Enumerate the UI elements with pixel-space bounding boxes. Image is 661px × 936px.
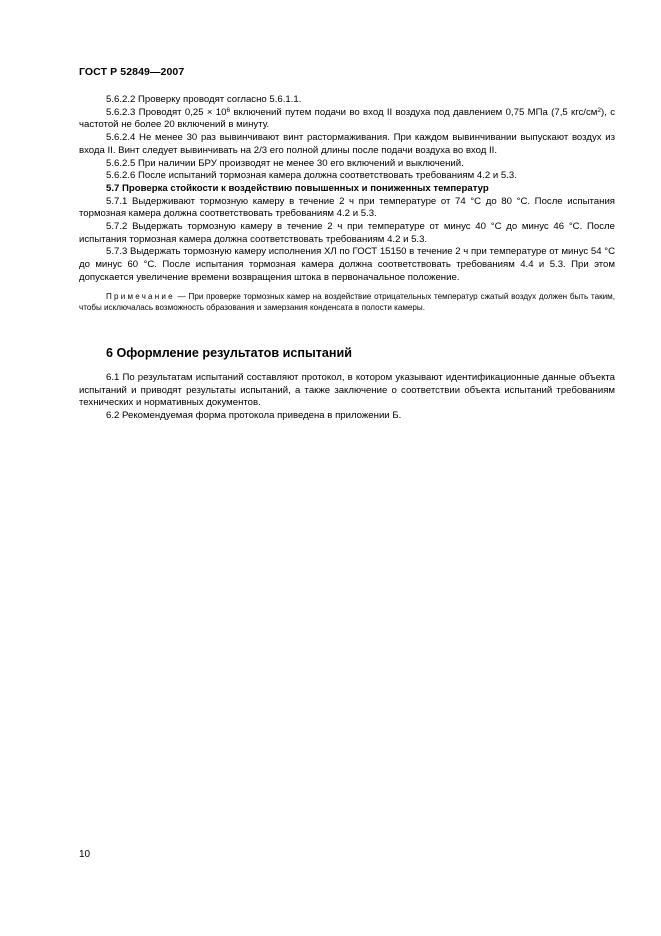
section-6-title: 6 Оформление результатов испытаний <box>106 346 352 360</box>
paragraph-5-6-2-6: 5.6.2.6 После испытаний тормозная камера должна соответствовать требованиям 4.2 и 5.3. <box>106 170 517 182</box>
paragraph-5-6-2-4: 5.6.2.4 Не менее 30 раз вывинчивают винт растормаживания. При каждом вывинчивании выпускают воздух из входа II. Винт следует вывинчивать на 2/3 его полной длины после подачи воздуха во вход II. <box>79 132 615 156</box>
document-code-header: ГОСТ Р 52849—2007 <box>79 66 185 78</box>
p-text-after: ), с частотой не более 20 включений в минуту. <box>79 106 615 131</box>
paragraph-5-6-2-5: 5.6.2.5 При наличии БРУ производят не менее 30 его включений и выключений. <box>106 157 464 169</box>
p-text-before: 5.6.2.3 Проводят 0,25 × 10 <box>106 106 227 118</box>
note-label: Примечание <box>106 291 175 301</box>
superscript-6: 6 <box>226 106 231 114</box>
page-number: 10 <box>79 849 91 860</box>
paragraph-6-2: 6.2 Рекомендуемая форма протокола приведена в приложении Б. <box>106 410 402 422</box>
paragraph-5-7-2: 5.7.2 Выдержать тормозную камеру в течение 2 ч при температуре от минус 40 °С до минус 46 °С. После испытания тормозная камера должна соответствовать требованиям 4.2 и 5.3. <box>79 221 615 245</box>
section-5-text <box>79 94 615 313</box>
paragraph-5-7-1: 5.7.1 Выдерживают тормозную камеру в течение 2 ч при температуре от 74 °С до 80 °С. После испытания тормозная камера должна соответствовать требованиям 4.2 и 5.3. <box>79 195 615 220</box>
subsection-5-7-title: 5.7 Проверка стойкости к воздействию повышенных и пониженных температур <box>106 182 489 194</box>
p-text-mid: включений путем подачи во вход II воздуха под давлением 0,75 МПа (7,5 кгс/см <box>230 106 598 118</box>
paragraph-5-6-2-2: 5.6.2.2 Проверку проводят согласно 5.6.1.1. <box>106 94 302 105</box>
paragraph-5-7-3: 5.7.3 Выдержать тормозную камеру исполнения ХЛ по ГОСТ 15150 в течение 2 ч при температуре от минус 54 °С до минус 60 °С. После испытания тормозная камера должна соответствовать требованиям 4.4 и 5.3. При этом допускается увеличение времени возвращения штока в первоначальное положение. <box>79 246 615 283</box>
superscript-2: 2 <box>597 106 601 114</box>
paragraph-6-1: 6.1 По результатам испытаний составляют протокол, в котором указывают идентификационные данные объекта испытаний и приводят результаты испытаний, а также заключение о соответствии объекта испытаний требованиям технических и нормативных документов. <box>79 372 615 409</box>
paragraph-5-6-2-3 <box>79 107 615 132</box>
section-6-text <box>79 372 615 423</box>
note <box>79 291 615 313</box>
note-text: — При проверке тормозных камер на воздействие отрицательных температур сжатый воздух должен быть таким, чтобы исключалась возможность образования и замерзания конденсата в полости камеры. <box>79 291 615 312</box>
